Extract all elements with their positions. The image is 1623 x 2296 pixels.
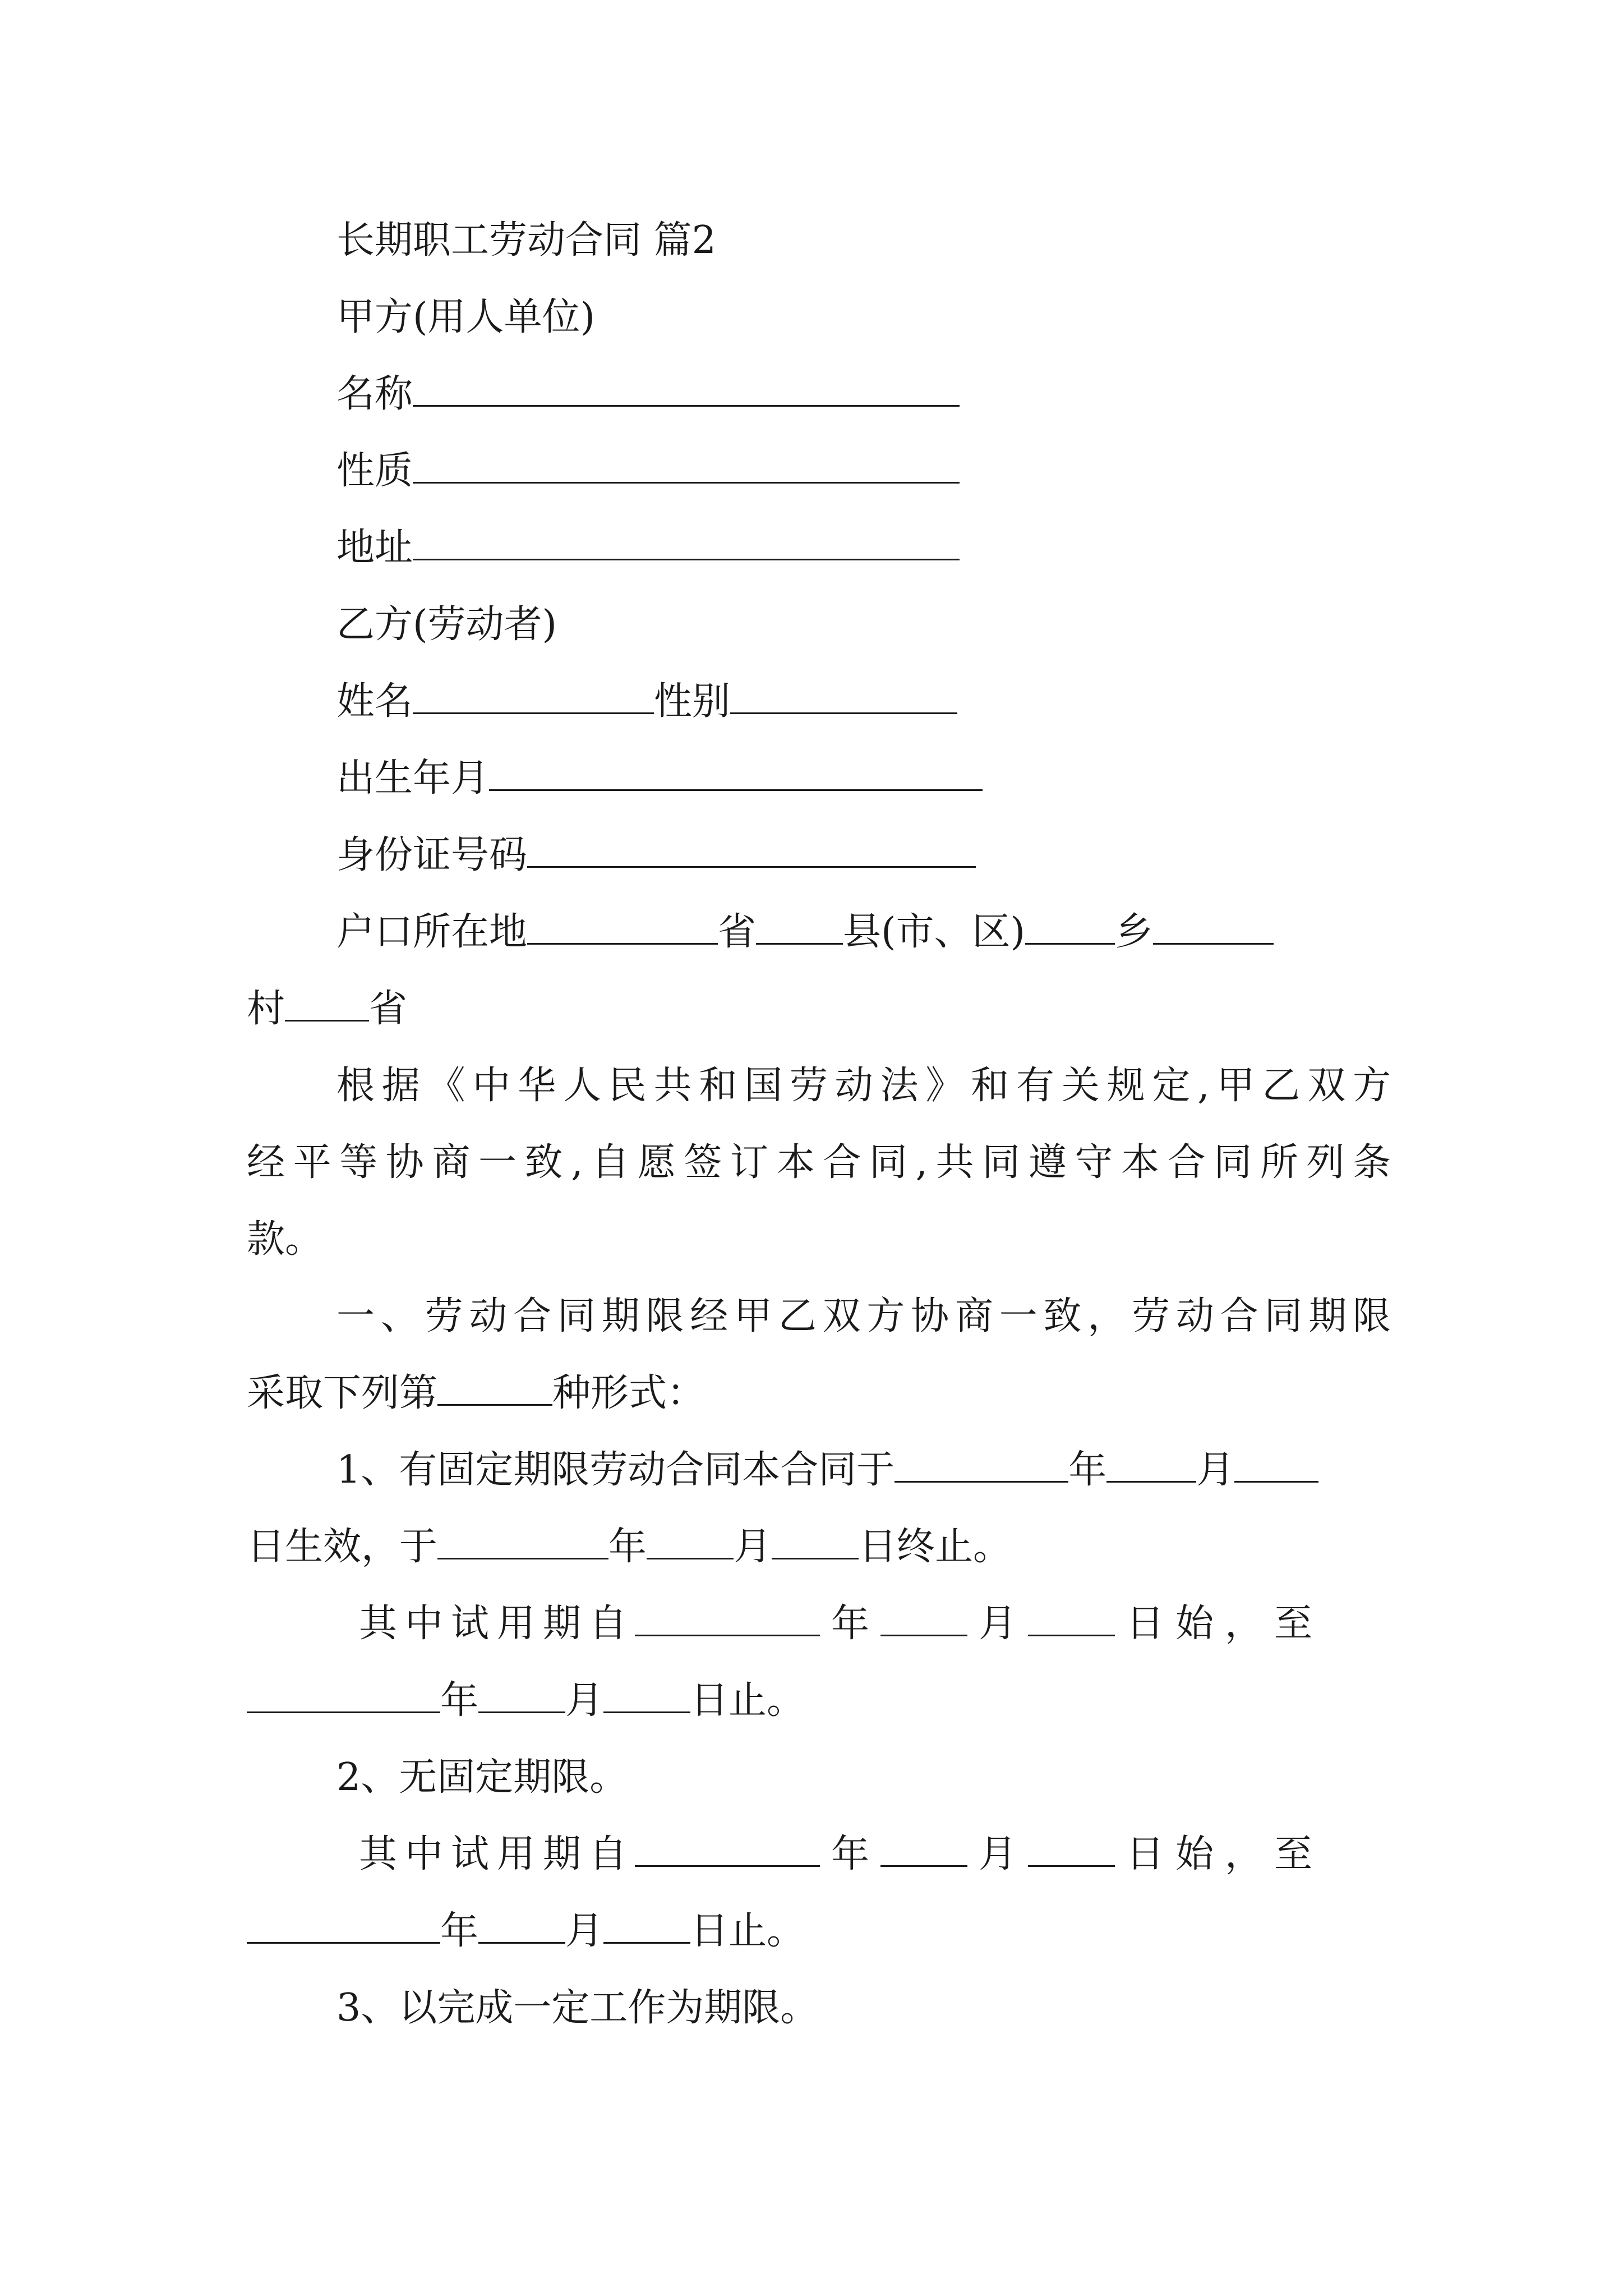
party-a-name-row [247, 356, 1391, 432]
probation-2-end-day-blank[interactable] [603, 1908, 690, 1944]
item-1-line-1 [247, 1432, 1391, 1508]
hukou-county-blank[interactable] [756, 909, 843, 945]
party-a-nature-row [247, 432, 1391, 509]
party-b-hukou-row [247, 894, 1391, 970]
party-a-nature-label: 性质 [336, 449, 413, 493]
party-b-hukou-label: 户口所在地 [336, 910, 528, 954]
party-b-name-label: 姓名 [336, 679, 413, 724]
clause-1-form-blank[interactable] [437, 1370, 552, 1406]
probation-2-month-label: 月 [979, 1832, 1017, 1876]
probation-1-label: 其中试用期自 [359, 1602, 635, 1646]
probation-2-start-month-blank[interactable] [880, 1832, 967, 1867]
item-1-end-year-blank[interactable] [437, 1524, 608, 1559]
clause-1-line-2 [247, 1355, 1391, 1432]
hukou-village-blank[interactable] [1153, 909, 1274, 945]
item-1-end-month-label: 月 [734, 1525, 772, 1569]
party-a-name-blank[interactable] [413, 371, 960, 407]
party-b-name-gender-row [247, 663, 1391, 740]
party-a-heading: 甲方(用人单位) [336, 295, 596, 339]
probation-1-month-label: 月 [979, 1602, 1017, 1646]
hukou-province-label: 省 [718, 910, 757, 954]
probation-1-line-1 [247, 1585, 1391, 1662]
clause-1-form-label: 采取下列第 [247, 1371, 438, 1415]
item-1-start-year-blank[interactable] [895, 1447, 1068, 1483]
party-b-birth-blank[interactable] [489, 756, 983, 791]
hukou-province2-blank[interactable] [285, 986, 369, 1022]
intro-line-2: 经平等协商一致,自愿签订本合同,共同遵守本合同所列条 [247, 1140, 1391, 1185]
intro-line-1: 根据《中华人民共和国劳动法》和有关规定,甲乙双方 [336, 1064, 1391, 1108]
item-1-label: 1、有固定期限劳动合同本合同于 [336, 1448, 895, 1492]
probation-1-year-label: 年 [831, 1602, 870, 1646]
hukou-village-label: 村 [247, 987, 285, 1031]
party-a-address-row [247, 509, 1391, 586]
hukou-county-label: 县(市、区) [843, 910, 1026, 954]
item-1-end-label: 日终止。 [859, 1525, 1012, 1569]
item-1-effective-label: 日生效，于 [247, 1525, 438, 1569]
party-a-nature-blank[interactable] [413, 448, 960, 484]
probation-1-end-month-blank[interactable] [478, 1678, 565, 1713]
party-b-birth-row [247, 740, 1391, 817]
probation-1-end-year-label: 年 [440, 1678, 479, 1723]
hukou-province-blank[interactable] [527, 909, 718, 945]
intro-line-3: 款。 [247, 1217, 324, 1262]
probation-2-year-label: 年 [831, 1832, 870, 1876]
probation-2-end-year-blank[interactable] [247, 1908, 440, 1944]
probation-1-end-year-blank[interactable] [247, 1678, 440, 1713]
item-1-start-month-blank[interactable] [1106, 1447, 1196, 1483]
party-b-id-blank[interactable] [527, 832, 976, 868]
party-b-birth-label: 出生年月 [336, 756, 490, 800]
probation-1-end-label: 日止。 [690, 1678, 805, 1723]
party-a-name-label: 名称 [336, 372, 413, 416]
item-1-end-month-blank[interactable] [647, 1524, 734, 1559]
probation-1-start-day-blank[interactable] [1028, 1601, 1115, 1636]
probation-2-end-month-blank[interactable] [478, 1908, 565, 1944]
probation-2-line-1 [247, 1816, 1391, 1893]
party-b-gender-label: 性别 [654, 679, 731, 724]
hukou-township-label: 乡 [1115, 910, 1154, 954]
item-1-year-label: 年 [1068, 1448, 1107, 1492]
item-1-line-2 [247, 1508, 1391, 1585]
item-1-month-label: 月 [1196, 1448, 1235, 1492]
probation-1-end-month-label: 月 [565, 1678, 604, 1723]
item-1-end-day-blank[interactable] [772, 1524, 859, 1559]
probation-2-end-year-label: 年 [440, 1909, 479, 1953]
item-2: 2、无固定期限。 [336, 1755, 628, 1800]
item-3: 3、以完成一定工作为期限。 [336, 1986, 819, 2030]
item-1-end-year-label: 年 [608, 1525, 647, 1569]
party-a-address-label: 地址 [336, 526, 413, 570]
party-a-address-blank[interactable] [413, 525, 960, 560]
party-b-hukou-row-cont [247, 970, 1391, 1047]
hukou-township-blank[interactable] [1025, 909, 1115, 945]
party-b-gender-blank[interactable] [730, 679, 957, 714]
probation-2-start-day-blank[interactable] [1028, 1832, 1115, 1867]
probation-2-end-label: 日止。 [690, 1909, 805, 1953]
party-b-heading: 乙方(劳动者) [336, 602, 557, 647]
probation-2-end-month-label: 月 [565, 1909, 604, 1953]
probation-2-label: 其中试用期自 [359, 1832, 635, 1876]
probation-1-start-label: 日始，至 [1126, 1602, 1324, 1646]
contract-page [247, 202, 1391, 2046]
party-b-id-row [247, 817, 1391, 894]
probation-2-line-2 [247, 1893, 1391, 1970]
probation-1-start-month-blank[interactable] [880, 1601, 967, 1636]
probation-1-start-year-blank[interactable] [635, 1601, 820, 1636]
party-b-name-blank[interactable] [413, 679, 654, 714]
clause-1-line-1: 一、劳动合同期限经甲乙双方协商一致，劳动合同期限 [336, 1294, 1391, 1338]
probation-1-line-2 [247, 1662, 1391, 1739]
probation-1-end-day-blank[interactable] [603, 1678, 690, 1713]
probation-2-start-year-blank[interactable] [635, 1832, 820, 1867]
clause-1-form-suffix: 种形式： [552, 1371, 706, 1415]
probation-2-start-label: 日始，至 [1126, 1832, 1324, 1876]
party-b-id-label: 身份证号码 [336, 833, 528, 877]
hukou-province2-label: 省 [369, 987, 408, 1031]
item-1-start-day-blank[interactable] [1234, 1447, 1318, 1483]
document-title: 长期职工劳动合同 篇2 [336, 218, 716, 263]
